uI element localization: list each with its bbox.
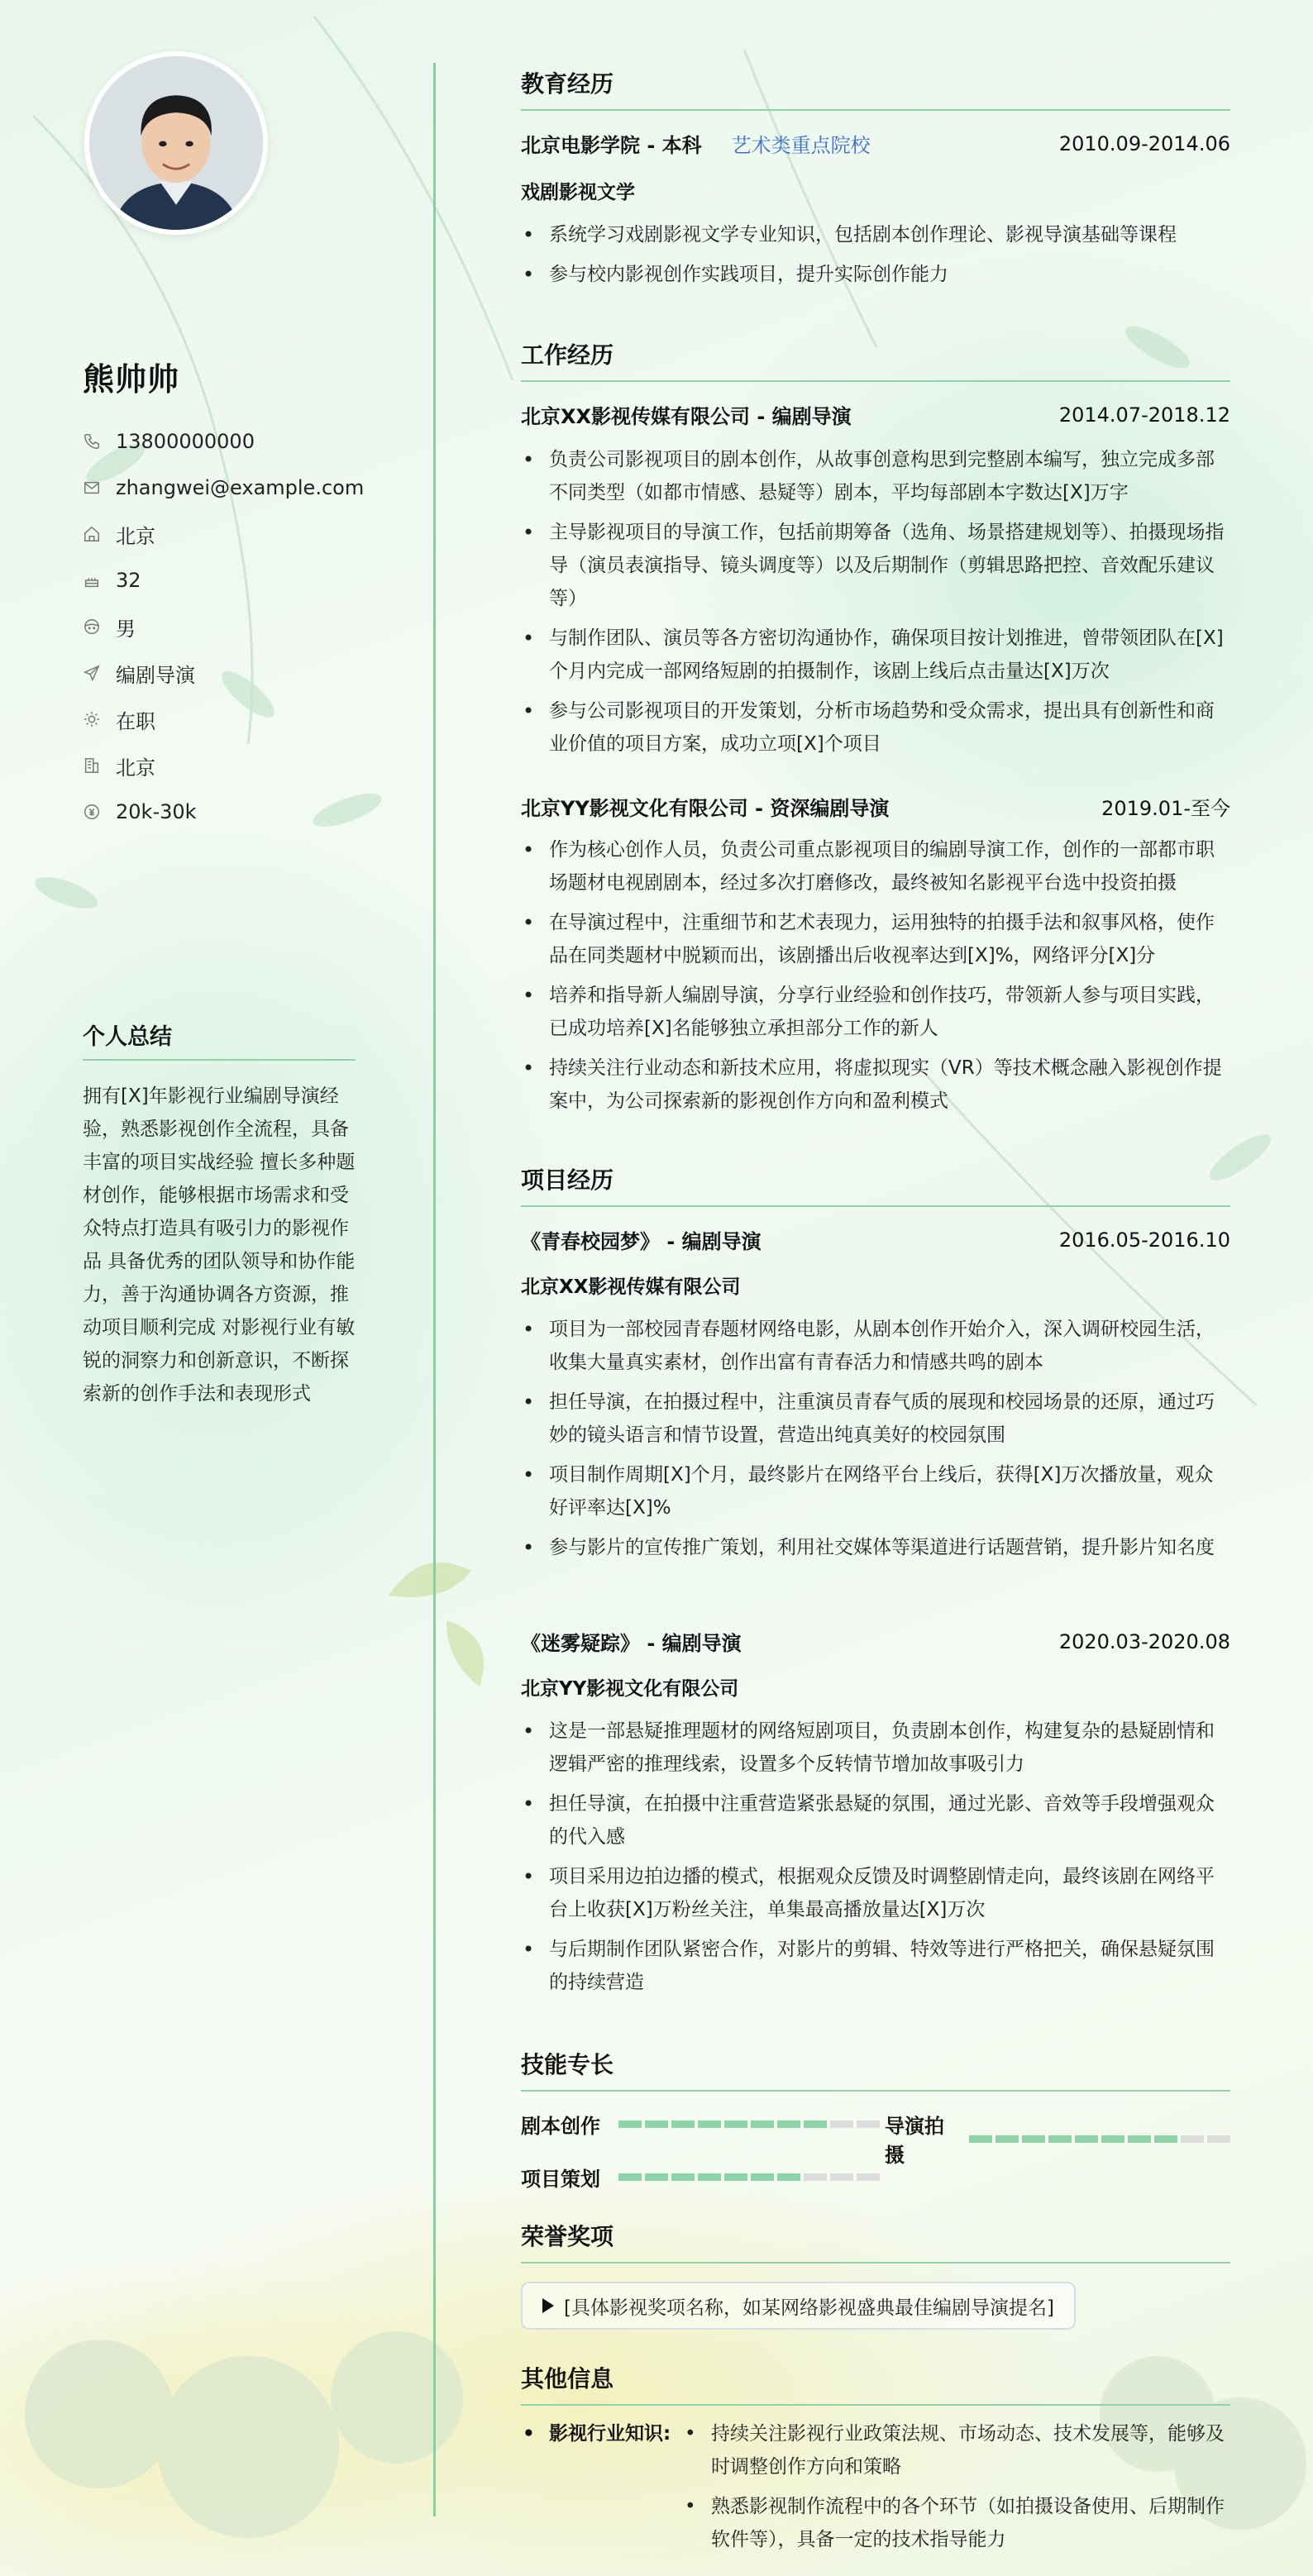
skill-item (885, 2110, 1230, 2168)
skill-item (521, 2163, 880, 2192)
other-info-bullets (683, 2417, 1230, 2563)
skill-level-segment (777, 2173, 800, 2181)
work-bullet: • 负责公司影视项目的剧本创作，从故事创意构思到完整剧本编写，独立完成多部不同类型（如都市情感、悬疑等）剧本，平均每部剧本字数达[X]万字 (521, 443, 1230, 509)
skill-level-segment (618, 2173, 642, 2181)
left-column (0, 0, 434, 2576)
info-city-text: 北京 (116, 756, 155, 780)
projects-title: 项目经历 (521, 1162, 1230, 1207)
skill-level-segment (804, 2120, 827, 2128)
work-job-head: 北京XX影视传媒有限公司 - 编剧导演 (521, 405, 852, 428)
skill-level-segment (671, 2173, 695, 2181)
skill-level-segment (751, 2120, 774, 2128)
play-triangle-icon (542, 2298, 554, 2313)
skill-level-segment (995, 2135, 1019, 2143)
skill-level-segment (830, 2173, 853, 2181)
info-position (83, 650, 364, 696)
other-bullet: • 熟悉影视制作流程中的各个环节（如拍摄设备使用、后期制作软件等），具备一定的技术指导能力 (683, 2490, 1230, 2556)
info-email (83, 465, 364, 511)
education-row (521, 129, 1230, 158)
skill-item (521, 2110, 880, 2139)
work-title: 工作经历 (521, 337, 1230, 382)
education-title: 教育经历 (521, 66, 1230, 111)
project-bullet: • 项目采用边拍边播的模式，根据观众反馈及时调整剧情走向，最终该剧在网络平台上收获[X]万粉丝关注，单集最高播放量达[X]万次 (521, 1860, 1230, 1926)
honor-text: [具体影视奖项名称，如某网络影视盛典最佳编剧导演提名] (564, 2297, 1054, 2319)
education-major: 戏剧影视文学 (521, 182, 635, 203)
project-company: 北京YY影视文化有限公司 (521, 1678, 739, 1700)
summary-title: 个人总结 (83, 1018, 356, 1061)
info-status-text: 在职 (116, 709, 155, 733)
skill-name: 项目策划 (521, 2168, 600, 2191)
skill-level-segment (1101, 2135, 1124, 2143)
summary-text: 拥有[X]年影视行业编剧导演经验，熟悉影视创作全流程，具备丰富的项目实战经验 擅长多种题材创作，能够根据市场需求和受众特点打造具有吸引力的影视作品 具备优秀的团队领导和协作能力，善于沟通协调各方资源，推动项目顺利完成 对影视行业有敏锐的洞察力和创新意识，不断探索新的创作手法和表现形式 (83, 1085, 356, 1405)
column-divider (433, 63, 436, 2516)
work-bullet: • 在导演过程中，注重细节和艺术表现力，运用独特的拍摄手法和叙事风格，使作品在同类题材中脱颖而出，该剧播出后收视率达到[X]%，网络评分[X]分 (521, 906, 1230, 972)
project-bullet: • 项目为一部校园青春题材网络电影，从剧本创作开始介入，深入调研校园生活，收集大量真实素材，创作出富有青春活力和情感共鸣的剧本 (521, 1313, 1230, 1379)
skill-level-segment (1207, 2135, 1230, 2143)
skill-level-bar (618, 2173, 880, 2181)
salary-icon (83, 803, 101, 821)
info-phone-text: 13800000000 (116, 430, 255, 453)
work-job-date: 2019.01-至今 (1101, 797, 1230, 820)
avatar (84, 51, 268, 235)
skill-level-segment (857, 2120, 880, 2128)
skill-level-segment (671, 2120, 695, 2128)
education-school-line (521, 129, 871, 158)
other-info-item (521, 2417, 1230, 2563)
work-job-row (521, 792, 1230, 821)
skill-level-segment (1075, 2135, 1098, 2143)
other-title: 其他信息 (521, 2361, 1230, 2406)
skill-level-segment (1048, 2135, 1072, 2143)
project-bullet: • 这是一部悬疑推理题材的网络短剧项目，负责剧本创作，构建复杂的悬疑剧情和逻辑严密的推理线索，设置多个反转情节增加故事吸引力 (521, 1715, 1230, 1781)
info-location (83, 511, 364, 557)
phone-icon (83, 432, 101, 451)
project-date: 2020.03-2020.08 (1058, 1629, 1230, 1653)
skill-level-segment (645, 2173, 668, 2181)
project-head: 《迷雾疑踪》 - 编剧导演 (521, 1632, 742, 1655)
home-icon (83, 525, 101, 543)
info-position-text: 编剧导演 (116, 663, 195, 687)
education-bullet: • 系统学习戏剧影视文学专业知识，包括剧本创作理论、影视导演基础等课程 (521, 218, 1230, 251)
info-status (83, 696, 364, 742)
info-phone (83, 418, 364, 465)
project-bullet: • 参与影片的宣传推广策划，利用社交媒体等渠道进行话题营销，提升影片知名度 (521, 1531, 1230, 1564)
project-row (521, 1225, 1230, 1254)
skill-level-segment (830, 2120, 853, 2128)
gender-icon (83, 618, 101, 636)
skill-level-segment (1181, 2135, 1204, 2143)
work-bullet: • 培养和指导新人编剧导演，分享行业经验和创作技巧，带领新人参与项目实践，已成功培养[X]名能够独立承担部分工作的新人 (521, 979, 1230, 1045)
education-school: 北京电影学院 - 本科 (521, 134, 702, 157)
work-job-bullets (521, 443, 1230, 767)
education-date: 2010.09-2014.06 (1058, 131, 1230, 155)
other-bullet: • 持续关注影视行业政策法规、市场动态、技术发展等，能够及时调整创作方向和策略 (683, 2417, 1230, 2483)
skill-name: 导演拍摄 (885, 2115, 944, 2167)
project-bullet: • 担任导演，在拍摄中注重营造紧张悬疑的氛围，通过光影、音效等手段增强观众的代入感 (521, 1787, 1230, 1853)
skill-level-segment (724, 2120, 747, 2128)
work-job-bullets (521, 833, 1230, 1124)
send-icon (83, 664, 101, 682)
project-bullets (521, 1313, 1230, 1571)
skill-level-segment (724, 2173, 747, 2181)
education-bullet: • 参与校内影视创作实践项目，提升实际创作能力 (521, 258, 1230, 291)
skill-level-segment (698, 2173, 721, 2181)
project-bullet: • 担任导演，在拍摄过程中，注重演员青春气质的展现和校园场景的还原，通过巧妙的镜头语言和情节设置，营造出纯真美好的校园氛围 (521, 1386, 1230, 1452)
education-bullets (521, 218, 1230, 298)
contact-info-list (83, 418, 364, 835)
skills-title: 技能专长 (521, 2047, 1230, 2092)
info-salary (83, 789, 364, 835)
work-bullet: • 主导影视项目的导演工作，包括前期筹备（选角、场景搭建规划等）、拍摄现场指导（演员表演指导、镜头调度等）以及后期制作（剪辑思路把控、音效配乐建议等） (521, 516, 1230, 615)
info-email-text: zhangwei@example.com (116, 476, 365, 499)
skill-level-segment (1128, 2135, 1151, 2143)
cake-icon (83, 571, 101, 589)
skill-level-segment (1154, 2135, 1177, 2143)
info-salary-text: 20k-30k (116, 800, 197, 823)
skill-name: 剧本创作 (521, 2115, 600, 2138)
skill-level-bar (969, 2135, 1230, 2143)
info-gender (83, 603, 364, 650)
work-job-head: 北京YY影视文化有限公司 - 资深编剧导演 (521, 797, 890, 820)
work-bullet: • 与制作团队、演员等各方密切沟通协作，确保项目按计划推进，曾带领团队在[X]个月内完成一部网络短剧的拍摄制作，该剧上线后点击量达[X]万次 (521, 622, 1230, 688)
skill-level-segment (1022, 2135, 1045, 2143)
work-bullet: • 持续关注行业动态和新技术应用，将虚拟现实（VR）等技术概念融入影视创作提案中，为公司探索新的影视创作方向和盈利模式 (521, 1052, 1230, 1118)
other-info-key: • 影视行业知识: (521, 2417, 683, 2563)
avatar-portrait-icon (89, 56, 263, 230)
work-job-row (521, 400, 1230, 429)
building-icon (83, 756, 101, 775)
other-info (521, 2417, 1230, 2563)
work-bullet: • 参与公司影视项目的开发策划，分析市场趋势和受众需求，提出具有创新性和商业价值的项目方案，成功立项[X]个项目 (521, 694, 1230, 761)
project-bullet: • 与后期制作团队紧密合作，对影片的剪辑、特效等进行严格把关，确保悬疑氛围的持续营造 (521, 1933, 1230, 1999)
info-age (83, 557, 364, 603)
skill-level-segment (857, 2173, 880, 2181)
skill-level-bar (618, 2120, 880, 2128)
project-head: 《青春校园梦》 - 编剧导演 (521, 1230, 762, 1253)
info-location-text: 北京 (116, 524, 155, 548)
info-gender-text: 男 (116, 617, 136, 641)
candidate-name: 熊帅帅 (83, 361, 180, 398)
honors-title: 荣誉奖项 (521, 2219, 1230, 2264)
skill-level-segment (751, 2173, 774, 2181)
project-bullet: • 项目制作周期[X]个月，最终影片在网络平台上线后，获得[X]万次播放量，观众好评率达[X]% (521, 1458, 1230, 1524)
info-city (83, 742, 364, 789)
work-job-date: 2014.07-2018.12 (1058, 403, 1230, 427)
work-bullet: • 作为核心创作人员，负责公司重点影视项目的编剧导演工作，创作的一部都市职场题材电视剧剧本，经过多次打磨修改，最终被知名影视平台选中投资拍摄 (521, 833, 1230, 899)
info-age-text: 32 (116, 569, 141, 592)
project-row (521, 1627, 1230, 1656)
project-date: 2016.05-2016.10 (1058, 1228, 1230, 1252)
skill-level-segment (618, 2120, 642, 2128)
skill-level-segment (645, 2120, 668, 2128)
skill-level-segment (804, 2173, 827, 2181)
honor-item[interactable] (521, 2282, 1076, 2330)
skill-level-segment (969, 2135, 992, 2143)
project-bullets (521, 1715, 1230, 2006)
skill-level-segment (777, 2120, 800, 2128)
status-icon (83, 710, 101, 728)
skill-level-segment (698, 2120, 721, 2128)
mail-icon (83, 479, 101, 497)
project-company: 北京XX影视传媒有限公司 (521, 1276, 741, 1298)
education-tag: 艺术类重点院校 (731, 134, 871, 157)
